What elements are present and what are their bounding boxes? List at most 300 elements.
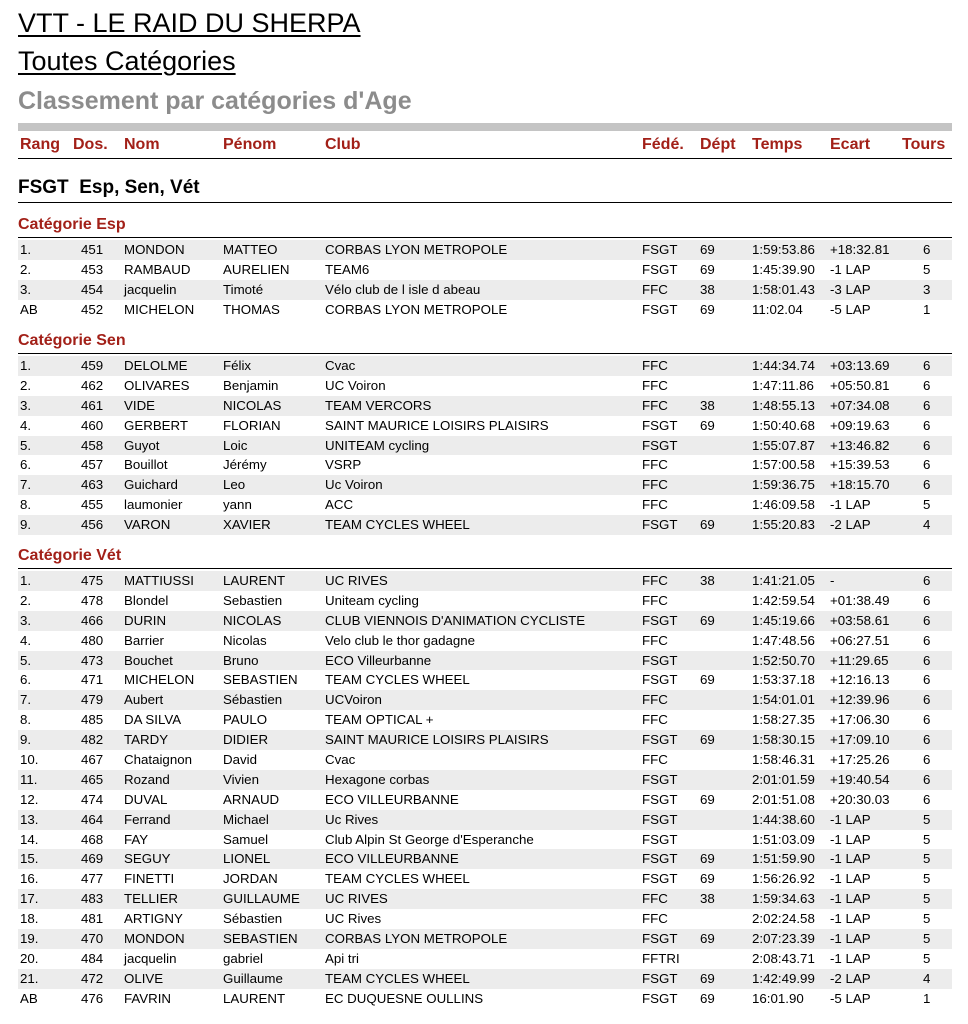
table-row <box>18 300 952 320</box>
cell-temps: 1:58:46.31 <box>752 752 815 768</box>
header-ecart: Ecart <box>830 136 871 153</box>
cell-rang: 8. <box>20 712 32 728</box>
cell-tours: 5 <box>923 497 931 513</box>
cell-dept: 69 <box>700 990 715 1006</box>
cell-prenom: gabriel <box>223 950 263 966</box>
cell-tours: 6 <box>923 397 931 413</box>
cell-ecart: +03:58.61 <box>830 612 890 628</box>
cell-dept: 69 <box>700 970 715 986</box>
cell-prenom: JORDAN <box>223 871 278 887</box>
cell-dossard: 467 <box>81 752 104 768</box>
cell-ecart: -1 LAP <box>830 950 871 966</box>
results-sen <box>18 356 952 535</box>
cell-rang: 10. <box>20 752 39 768</box>
cell-nom: VIDE <box>124 397 156 413</box>
category-label: Catégorie Esp <box>18 216 126 233</box>
cell-tours: 5 <box>923 851 931 867</box>
cell-prenom: NICOLAS <box>223 612 282 628</box>
cell-club: Hexagone corbas <box>325 771 430 787</box>
cell-temps: 11:02.04 <box>752 301 803 317</box>
cell-club: TEAM CYCLES WHEEL <box>325 970 470 986</box>
cell-rang: 3. <box>20 397 32 413</box>
cell-ecart: +03:13.69 <box>830 358 890 373</box>
cell-temps: 1:59:34.63 <box>752 891 815 907</box>
cell-rang: 3. <box>20 281 32 297</box>
table-row <box>18 376 952 396</box>
cell-dossard: 465 <box>81 771 104 787</box>
cell-nom: Rozand <box>124 771 170 787</box>
cell-prenom: Nicolas <box>223 632 267 648</box>
cell-fede: FSGT <box>642 931 678 947</box>
cell-prenom: GUILLAUME <box>223 891 300 907</box>
cell-club: CORBAS LYON METROPOLE <box>325 301 508 317</box>
table-row <box>18 869 952 889</box>
header-rang: Rang <box>20 136 60 153</box>
cell-temps: 1:59:53.86 <box>752 242 815 257</box>
cell-rang: 8. <box>20 497 32 513</box>
cell-club: Club Alpin St George d'Esperanche <box>325 831 534 847</box>
cell-nom: Guyot <box>124 437 160 453</box>
cell-rang: 4. <box>20 417 32 433</box>
cell-temps: 1:53:37.18 <box>752 672 815 688</box>
table-row <box>18 515 952 535</box>
cell-tours: 1 <box>923 990 931 1006</box>
cell-temps: 2:08:43.71 <box>752 950 815 966</box>
table-row <box>18 929 952 949</box>
cell-temps: 16:01.90 <box>752 990 804 1006</box>
cell-dept: 69 <box>700 301 715 317</box>
cell-nom: Chataignon <box>124 752 193 768</box>
cell-fede: FSGT <box>642 811 678 827</box>
cell-prenom: LAURENT <box>223 573 286 588</box>
table-row <box>18 969 952 989</box>
table-row <box>18 989 952 1009</box>
cell-tours: 6 <box>923 771 931 787</box>
cell-ecart: +09:19.63 <box>830 417 890 433</box>
cell-club: Cvac <box>325 358 356 373</box>
cell-club: SAINT MAURICE LOISIRS PLAISIRS <box>325 417 549 433</box>
cell-tours: 6 <box>923 573 931 588</box>
cell-rang: 2. <box>20 261 32 277</box>
cell-dossard: 457 <box>81 457 104 473</box>
cell-tours: 5 <box>923 911 931 927</box>
cell-dossard: 485 <box>81 712 104 728</box>
cell-fede: FFC <box>642 377 668 393</box>
category-heading-sen <box>18 331 952 354</box>
cell-fede: FSGT <box>642 261 678 277</box>
cell-rang: 5. <box>20 652 32 668</box>
cell-nom: laumonier <box>124 497 183 513</box>
cell-club: VSRP <box>325 457 362 473</box>
cell-temps: 1:50:40.68 <box>752 417 815 433</box>
cell-prenom: MATTEO <box>223 242 278 257</box>
cell-fede: FFC <box>642 397 668 413</box>
cell-prenom: THOMAS <box>223 301 280 317</box>
cell-rang: 15. <box>20 851 39 867</box>
cell-fede: FSGT <box>642 242 678 257</box>
cell-dossard: 455 <box>81 497 104 513</box>
cell-temps: 1:47:11.86 <box>752 377 814 393</box>
cell-tours: 6 <box>923 242 931 257</box>
cell-fede: FSGT <box>642 851 678 867</box>
table-row <box>18 571 952 591</box>
cell-dept: 69 <box>700 517 715 533</box>
cell-tours: 5 <box>923 811 931 827</box>
cell-rang: 5. <box>20 437 32 453</box>
cell-temps: 1:47:48.56 <box>752 632 815 648</box>
cell-rang: 1. <box>20 573 32 588</box>
cell-nom: Guichard <box>124 477 178 493</box>
cell-ecart: +11:29.65 <box>830 652 889 668</box>
cell-rang: 19. <box>20 931 39 947</box>
cell-temps: 1:51:59.90 <box>752 851 815 867</box>
cell-dossard: 482 <box>81 732 104 748</box>
cell-prenom: AURELIEN <box>223 261 290 277</box>
cell-dossard: 481 <box>81 911 104 927</box>
table-row <box>18 690 952 710</box>
cell-club: TEAM OPTICAL + <box>325 712 434 728</box>
cell-club: Cvac <box>325 752 356 768</box>
cell-rang: 7. <box>20 692 32 708</box>
cell-dept: 38 <box>700 891 715 907</box>
cell-rang: AB <box>20 990 38 1006</box>
category-label: Catégorie Sen <box>18 332 126 349</box>
cell-ecart: -1 LAP <box>830 497 871 513</box>
cell-club: ECO Villeurbanne <box>325 652 432 668</box>
cell-club: Uc Rives <box>325 811 379 827</box>
cell-rang: 13. <box>20 811 39 827</box>
cell-nom: TARDY <box>124 732 169 748</box>
cell-nom: VARON <box>124 517 171 533</box>
cell-dept: 69 <box>700 871 715 887</box>
cell-dossard: 470 <box>81 931 104 947</box>
cell-temps: 1:57:00.58 <box>752 457 815 473</box>
cell-dept: 69 <box>700 931 715 947</box>
cell-ecart: +06:27.51 <box>830 632 890 648</box>
category-subtitle: Toutes Catégories <box>18 46 236 76</box>
cell-dossard: 460 <box>81 417 104 433</box>
cell-ecart: +17:06.30 <box>830 712 890 728</box>
cell-dept: 69 <box>700 732 715 748</box>
group-heading <box>18 175 952 203</box>
cell-ecart: -1 LAP <box>830 931 871 947</box>
cell-dossard: 480 <box>81 632 104 648</box>
cell-temps: 1:55:07.87 <box>752 437 815 453</box>
cell-nom: jacquelin <box>124 950 177 966</box>
cell-nom: FAVRIN <box>124 990 172 1006</box>
cell-club: Velo club le thor gadagne <box>325 632 476 648</box>
cell-nom: MONDON <box>124 931 185 947</box>
header-temps: Temps <box>752 136 803 153</box>
cell-ecart: -2 LAP <box>830 970 871 986</box>
cell-fede: FSGT <box>642 672 678 688</box>
cell-tours: 5 <box>923 871 931 887</box>
cell-nom: Bouchet <box>124 652 173 668</box>
cell-ecart: -5 LAP <box>830 301 871 317</box>
table-row <box>18 396 952 416</box>
table-row <box>18 455 952 475</box>
cell-dept: 69 <box>700 851 715 867</box>
cell-dossard: 473 <box>81 652 104 668</box>
event-title: VTT - LE RAID DU SHERPA <box>18 8 361 38</box>
cell-fede: FFC <box>642 457 668 473</box>
cell-prenom: Sebastien <box>223 592 283 608</box>
cell-ecart: +13:46.82 <box>830 437 890 453</box>
cell-tours: 6 <box>923 652 931 668</box>
group-title: FSGT Esp, Sen, Vét <box>18 177 200 198</box>
table-row <box>18 436 952 456</box>
cell-fede: FSGT <box>642 301 678 317</box>
cell-nom: FINETTI <box>124 871 175 887</box>
cell-rang: 18. <box>20 911 39 927</box>
table-row <box>18 750 952 770</box>
cell-dossard: 462 <box>81 377 104 393</box>
cell-temps: 1:41:21.05 <box>752 573 815 588</box>
cell-tours: 5 <box>923 261 931 277</box>
cell-rang: AB <box>20 301 38 317</box>
cell-club: CORBAS LYON METROPOLE <box>325 931 508 947</box>
cell-ecart: +20:30.03 <box>830 791 890 807</box>
cell-rang: 16. <box>20 871 39 887</box>
cell-temps: 1:54:01.01 <box>752 692 815 708</box>
cell-nom: Bouillot <box>124 457 168 473</box>
cell-rang: 21. <box>20 970 39 986</box>
cell-rang: 17. <box>20 891 39 907</box>
cell-rang: 20. <box>20 950 39 966</box>
cell-dept: 38 <box>700 281 715 297</box>
cell-dossard: 471 <box>81 672 104 688</box>
cell-dossard: 463 <box>81 477 104 493</box>
cell-tours: 4 <box>923 517 931 533</box>
cell-club: UNITEAM cycling <box>325 437 430 453</box>
cell-prenom: SEBASTIEN <box>223 931 298 947</box>
cell-fede: FFC <box>642 911 668 927</box>
cell-club: TEAM CYCLES WHEEL <box>325 672 470 688</box>
cell-club: SAINT MAURICE LOISIRS PLAISIRS <box>325 732 549 748</box>
table-header <box>18 133 952 159</box>
results-vet <box>18 571 952 1009</box>
cell-club: Uc Voiron <box>325 477 383 493</box>
cell-nom: OLIVARES <box>124 377 190 393</box>
results-esp <box>18 240 952 320</box>
cell-club: UC RIVES <box>325 891 388 907</box>
table-row <box>18 611 952 631</box>
cell-prenom: ARNAUD <box>223 791 280 807</box>
table-row <box>18 416 952 436</box>
cell-dept: 69 <box>700 242 715 257</box>
table-row <box>18 909 952 929</box>
cell-tours: 5 <box>923 831 931 847</box>
cell-fede: FSGT <box>642 732 678 748</box>
cell-club: Uniteam cycling <box>325 592 419 608</box>
cell-temps: 2:01:01.59 <box>752 771 815 787</box>
cell-prenom: Loic <box>223 437 248 453</box>
cell-prenom: DIDIER <box>223 732 269 748</box>
cell-dept: 69 <box>700 612 715 628</box>
cell-dossard: 477 <box>81 871 104 887</box>
cell-dossard: 459 <box>81 358 104 373</box>
cell-nom: MICHELON <box>124 301 195 317</box>
table-row <box>18 849 952 869</box>
category-label: Catégorie Vét <box>18 547 122 564</box>
cell-ecart: -1 LAP <box>830 261 871 277</box>
cell-temps: 1:45:39.90 <box>752 261 815 277</box>
header-club: Club <box>325 136 361 153</box>
cell-nom: Barrier <box>124 632 164 648</box>
cell-tours: 6 <box>923 791 931 807</box>
cell-prenom: Bruno <box>223 652 259 668</box>
category-heading-vet <box>18 546 952 569</box>
cell-tours: 6 <box>923 692 931 708</box>
cell-tours: 5 <box>923 891 931 907</box>
cell-club: UCVoiron <box>325 692 382 708</box>
cell-prenom: Michael <box>223 811 269 827</box>
cell-tours: 5 <box>923 931 931 947</box>
cell-tours: 5 <box>923 950 931 966</box>
cell-fede: FFC <box>642 752 668 768</box>
cell-fede: FSGT <box>642 612 678 628</box>
cell-dossard: 451 <box>81 242 104 257</box>
cell-tours: 6 <box>923 377 931 393</box>
cell-temps: 1:58:27.35 <box>752 712 815 728</box>
cell-fede: FSGT <box>642 990 678 1006</box>
cell-dept: 69 <box>700 791 715 807</box>
cell-fede: FFC <box>642 712 668 728</box>
cell-tours: 6 <box>923 417 931 433</box>
table-row <box>18 651 952 671</box>
cell-temps: 1:44:34.74 <box>752 358 815 373</box>
cell-tours: 6 <box>923 732 931 748</box>
cell-fede: FSGT <box>642 871 678 887</box>
cell-ecart: +18:32.81 <box>830 242 890 257</box>
table-row <box>18 670 952 690</box>
table-row <box>18 475 952 495</box>
cell-prenom: Jérémy <box>223 457 267 473</box>
cell-rang: 9. <box>20 732 32 748</box>
cell-tours: 6 <box>923 457 931 473</box>
cell-dept: 38 <box>700 573 715 588</box>
cell-temps: 1:59:36.75 <box>752 477 815 493</box>
cell-tours: 6 <box>923 712 931 728</box>
cell-club: UC RIVES <box>325 573 388 588</box>
cell-tours: 3 <box>923 281 931 297</box>
cell-temps: 1:45:19.66 <box>752 612 815 628</box>
cell-rang: 3. <box>20 612 32 628</box>
cell-fede: FFC <box>642 497 668 513</box>
cell-prenom: Sébastien <box>223 911 283 927</box>
cell-ecart: +12:39.96 <box>830 692 890 708</box>
cell-temps: 1:42:59.54 <box>752 592 815 608</box>
cell-tours: 6 <box>923 477 931 493</box>
cell-ecart: +17:09.10 <box>830 732 890 748</box>
cell-rang: 12. <box>20 791 39 807</box>
cell-ecart: +18:15.70 <box>830 477 890 493</box>
cell-tours: 6 <box>923 592 931 608</box>
header-dept: Dépt <box>700 136 736 153</box>
cell-club: TEAM CYCLES WHEEL <box>325 517 470 533</box>
cell-fede: FSGT <box>642 417 678 433</box>
cell-dossard: 452 <box>81 301 104 317</box>
cell-nom: SEGUY <box>124 851 171 867</box>
cell-tours: 6 <box>923 632 931 648</box>
cell-tours: 4 <box>923 970 931 986</box>
cell-nom: MONDON <box>124 242 185 257</box>
cell-ecart: -1 LAP <box>830 871 871 887</box>
cell-fede: FSGT <box>642 970 678 986</box>
cell-prenom: Samuel <box>223 831 269 847</box>
cell-rang: 7. <box>20 477 32 493</box>
cell-prenom: Guillaume <box>223 970 283 986</box>
cell-dossard: 483 <box>81 891 104 907</box>
cell-dossard: 472 <box>81 970 104 986</box>
cell-ecart: +17:25.26 <box>830 752 890 768</box>
cell-rang: 4. <box>20 632 32 648</box>
cell-club: TEAM6 <box>325 261 370 277</box>
cell-fede: FFC <box>642 573 668 588</box>
cell-nom: DELOLME <box>124 358 188 373</box>
cell-ecart: -2 LAP <box>830 517 871 533</box>
cell-dossard: 468 <box>81 831 104 847</box>
cell-fede: FFC <box>642 632 668 648</box>
cell-club: Vélo club de l isle d abeau <box>325 281 481 297</box>
cell-prenom: Benjamin <box>223 377 279 393</box>
cell-tours: 6 <box>923 612 931 628</box>
cell-dept: 69 <box>700 672 715 688</box>
cell-prenom: LAURENT <box>223 990 286 1006</box>
cell-dossard: 476 <box>81 990 104 1006</box>
cell-rang: 11. <box>20 771 38 787</box>
title-separator-bar <box>18 123 952 131</box>
cell-nom: ARTIGNY <box>124 911 183 927</box>
cell-dept: 69 <box>700 417 715 433</box>
cell-fede: FFC <box>642 891 668 907</box>
cell-fede: FSGT <box>642 831 678 847</box>
cell-club: UC Rives <box>325 911 382 927</box>
table-row <box>18 790 952 810</box>
cell-prenom: David <box>223 752 257 768</box>
cell-rang: 6. <box>20 672 32 688</box>
cell-fede: FSGT <box>642 517 678 533</box>
table-row <box>18 240 952 260</box>
table-row <box>18 356 952 376</box>
cell-ecart: +19:40.54 <box>830 771 890 787</box>
table-row <box>18 810 952 830</box>
cell-ecart: +01:38.49 <box>830 592 890 608</box>
cell-dossard: 464 <box>81 811 104 827</box>
cell-temps: 2:07:23.39 <box>752 931 815 947</box>
cell-temps: 1:48:55.13 <box>752 397 815 413</box>
cell-club: CORBAS LYON METROPOLE <box>325 242 508 257</box>
cell-fede: FFC <box>642 281 668 297</box>
cell-prenom: SEBASTIEN <box>223 672 298 688</box>
cell-rang: 1. <box>20 358 32 373</box>
cell-fede: FSGT <box>642 791 678 807</box>
cell-dossard: 479 <box>81 692 104 708</box>
cell-ecart: -1 LAP <box>830 911 871 927</box>
cell-dossard: 474 <box>81 791 104 807</box>
cell-club: EC DUQUESNE OULLINS <box>325 990 484 1006</box>
ranking-title: Classement par catégories d'Age <box>18 87 412 115</box>
cell-club: Api tri <box>325 950 359 966</box>
cell-nom: Blondel <box>124 592 169 608</box>
cell-nom: FAY <box>124 831 149 847</box>
cell-prenom: yann <box>223 497 252 513</box>
cell-nom: DURIN <box>124 612 167 628</box>
cell-tours: 6 <box>923 752 931 768</box>
cell-nom: TELLIER <box>124 891 178 907</box>
cell-prenom: XAVIER <box>223 517 271 533</box>
cell-ecart: +12:16.13 <box>830 672 890 688</box>
